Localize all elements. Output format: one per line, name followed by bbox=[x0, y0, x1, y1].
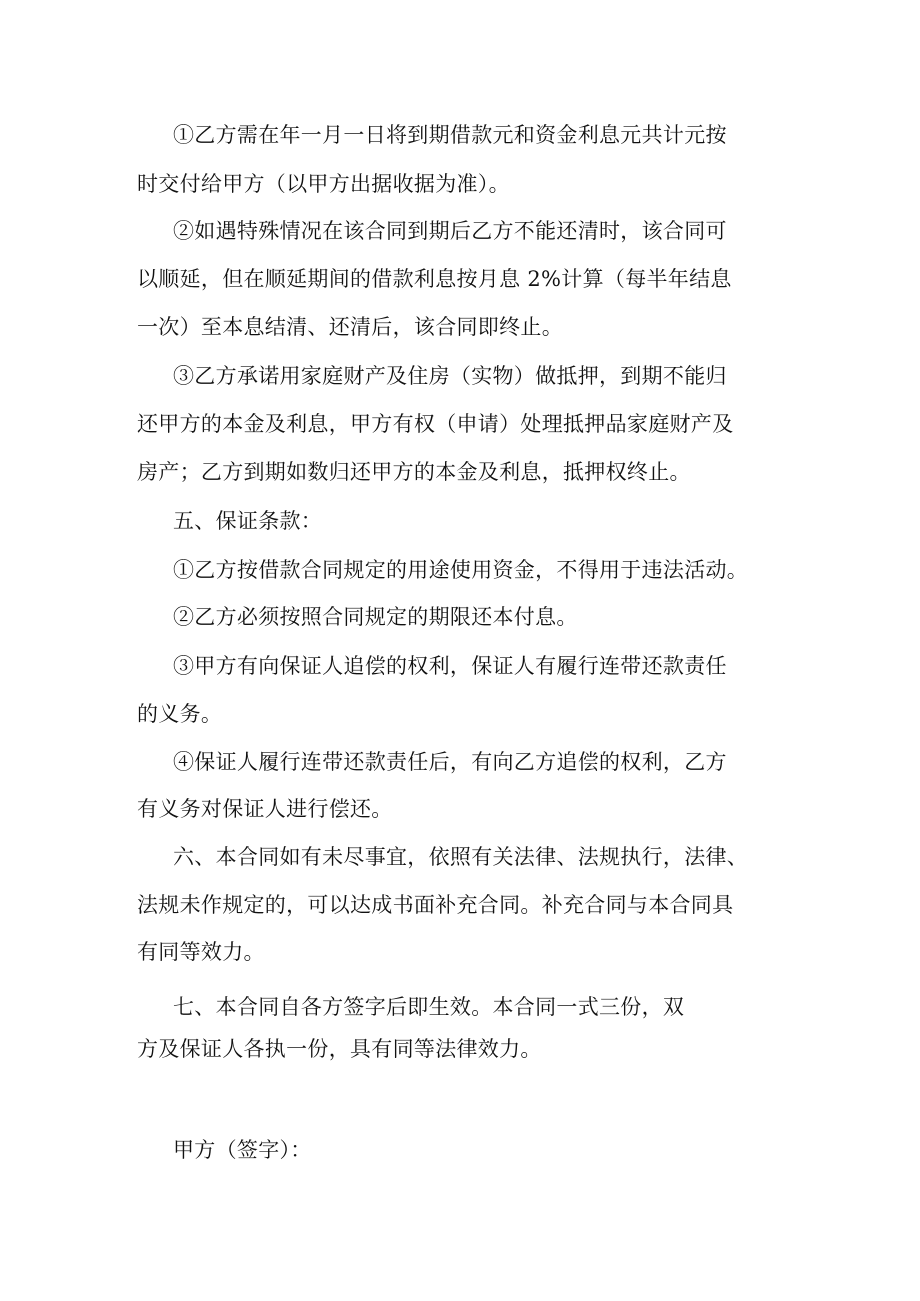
text-line: 还甲方的本金及利息，甲方有权（申请）处理抵押品家庭财产及 bbox=[137, 412, 734, 436]
text-line: ②如遇特殊情况在该合同到期后乙方不能还清时，该合同可 bbox=[173, 219, 727, 243]
text-line: 以顺延，但在顺延期间的借款利息按月息 2%计算（每半年结息 bbox=[137, 267, 732, 291]
text-line: 有同等效力。 bbox=[137, 940, 265, 964]
text-line: 方及保证人各执一份，具有同等法律效力。 bbox=[137, 1037, 542, 1061]
text-line: 一次）至本息结清、还清后，该合同即终止。 bbox=[137, 315, 563, 339]
text-line: 七、本合同自各方签字后即生效。本合同一式三份，双 bbox=[173, 995, 685, 1019]
text-line: 法规未作规定的，可以达成书面补充合同。补充合同与本合同具 bbox=[137, 893, 734, 917]
text-line: 六、本合同如有未尽事宜，依照有关法律、法规执行，法律、 bbox=[173, 845, 749, 869]
text-line: 有义务对保证人进行偿还。 bbox=[137, 797, 393, 821]
section-heading: 五、保证条款： bbox=[173, 509, 323, 533]
text-line: ③乙方承诺用家庭财产及住房（实物）做抵押，到期不能归 bbox=[173, 364, 727, 388]
signature-label: 甲方（签字）： bbox=[173, 1138, 312, 1162]
text-line: ①乙方需在年一月一日将到期借款元和资金利息元共计元按 bbox=[173, 123, 727, 147]
text-line: 房产；乙方到期如数归还甲方的本金及利息，抵押权终止。 bbox=[137, 460, 691, 484]
text-line: ④保证人履行连带还款责任后，有向乙方追偿的权利，乙方 bbox=[173, 750, 727, 774]
text-line: 时交付给甲方（以甲方出据收据为准）。 bbox=[137, 172, 510, 196]
text-line: ②乙方必须按照合同规定的期限还本付息。 bbox=[173, 605, 578, 629]
text-line: 的义务。 bbox=[137, 702, 223, 726]
text-line: ①乙方按借款合同规定的用途使用资金，不得用于违法活动。 bbox=[173, 558, 749, 582]
text-line: ③甲方有向保证人追偿的权利，保证人有履行连带还款责任 bbox=[173, 654, 727, 678]
